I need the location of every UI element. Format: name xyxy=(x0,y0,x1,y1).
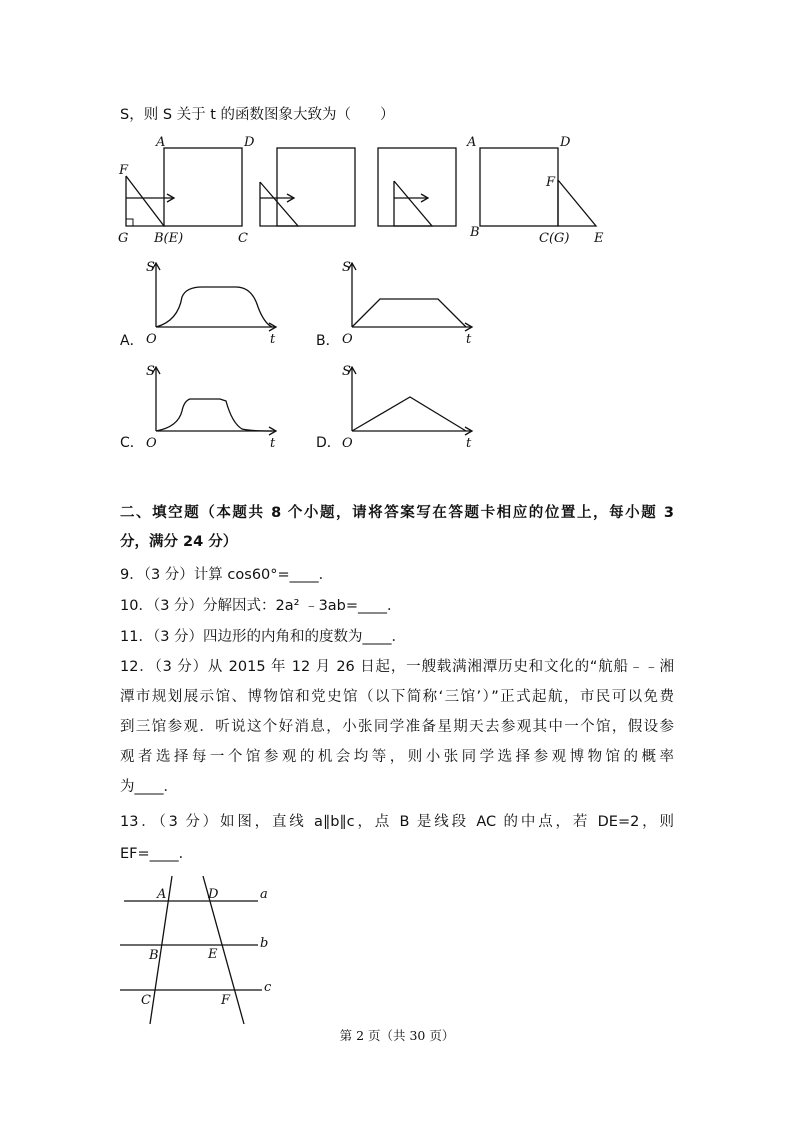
square-abcd-1 xyxy=(164,148,242,226)
label-G: G xyxy=(118,231,129,246)
triangle-3 xyxy=(394,181,432,226)
section-2-heading-line2: 分，满分 24 分） xyxy=(120,534,238,550)
option-a-label[interactable]: A． xyxy=(120,333,144,349)
option-a-graph[interactable] xyxy=(140,255,285,347)
svg-text:S: S xyxy=(146,364,155,379)
question-11: 11．（3 分）四边形的内角和的度数为____． xyxy=(120,629,407,645)
label-B-4: B xyxy=(470,225,480,240)
svg-text:S: S xyxy=(146,260,155,275)
svg-text:S: S xyxy=(342,260,351,275)
label-F-4: F xyxy=(546,175,556,190)
question-8-stem: S，则 S 关于 t 的函数图象大致为（ ） xyxy=(120,107,395,123)
question-13-line2: EF=____． xyxy=(120,846,194,862)
svg-text:B: B xyxy=(149,948,159,963)
question-12-line5: 为____． xyxy=(120,779,178,795)
option-d-label[interactable]: D． xyxy=(316,435,341,451)
label-BE: B(E) xyxy=(154,231,184,246)
q13-parallel-lines-figure xyxy=(110,870,290,1030)
option-b-label[interactable]: B． xyxy=(316,333,340,349)
question-13-line1: 13．（3 分）如图，直线 a∥b∥c，点 B 是线段 AC 的中点，若 DE=2，则 xyxy=(120,814,674,830)
svg-text:S: S xyxy=(342,364,351,379)
svg-text:E: E xyxy=(208,947,218,962)
triangle-efg-4 xyxy=(558,180,596,226)
page-footer: 第 2 页（共 30 页） xyxy=(339,1028,455,1043)
svg-text:C: C xyxy=(141,993,151,1008)
svg-text:O: O xyxy=(146,436,157,451)
svg-text:O: O xyxy=(146,332,157,347)
svg-text:F: F xyxy=(221,993,231,1008)
label-F: F xyxy=(119,163,129,178)
question-12-line3: 到三馆参观．听说这个好消息，小张同学准备星期天去参观其中一个馆，假设参 xyxy=(120,719,674,735)
question-12-line2: 潭市规划展示馆、博物馆和党史馆（以下简称‘三馆’）”正式起航，市民可以免费 xyxy=(120,689,674,705)
svg-text:t: t xyxy=(270,332,276,347)
svg-text:O: O xyxy=(342,332,353,347)
svg-text:O: O xyxy=(342,436,353,451)
svg-text:A: A xyxy=(157,887,167,902)
option-c-graph[interactable] xyxy=(140,357,285,449)
option-c-label[interactable]: C． xyxy=(120,435,144,451)
triangle-2 xyxy=(260,182,298,226)
question-12-line1: 12．（3 分）从 2015 年 12 月 26 日起，一艘载满湘潭历史和文化的“航船﹣﹣湘 xyxy=(120,659,674,675)
label-E-4: E xyxy=(594,231,604,246)
section-2-heading-line1: 二、填空题（本题共 8 个小题，请将答案写在答题卡相应的位置上，每小题 3 xyxy=(120,505,674,521)
q8-motion-figure xyxy=(110,132,610,247)
label-A-4: A xyxy=(467,135,477,150)
svg-text:t: t xyxy=(466,436,472,451)
label-C: C xyxy=(238,231,248,246)
label-A: A xyxy=(156,135,166,150)
label-D: D xyxy=(244,135,255,150)
option-d-graph[interactable] xyxy=(338,357,483,449)
label-D-4: D xyxy=(560,135,571,150)
question-12-line4: 观者选择每一个馆参观的机会均等，则小张同学选择参观博物馆的概率 xyxy=(120,749,674,765)
square-3 xyxy=(378,148,456,226)
svg-text:D: D xyxy=(208,887,219,902)
svg-text:b: b xyxy=(260,936,269,951)
svg-text:c: c xyxy=(264,980,272,995)
question-10: 10．（3 分）分解因式：2a² ﹣3ab=____． xyxy=(120,598,402,614)
svg-text:a: a xyxy=(260,887,268,902)
question-9: 9．（3 分）计算 cos60°=____． xyxy=(120,567,334,583)
svg-text:t: t xyxy=(466,332,472,347)
option-b-graph[interactable] xyxy=(338,255,483,347)
svg-text:t: t xyxy=(270,436,276,451)
label-CG-4: C(G) xyxy=(539,231,570,246)
